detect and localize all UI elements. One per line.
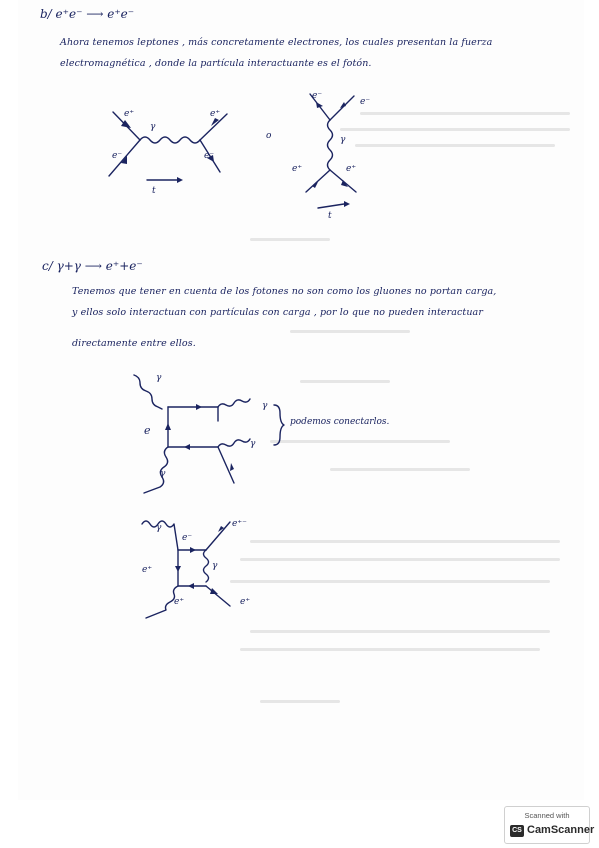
label-ep-top-right: e⁺ [210, 109, 221, 119]
label-time-b2: t [328, 211, 332, 221]
label-em-bottom-right: e⁻ [204, 151, 215, 161]
feynman-diagram-b2 [290, 88, 380, 223]
section-b-line-1: Ahora tenemos leptones , más concretamente electrones, los cuales presentan la fuerza [60, 37, 493, 48]
camscanner-brand: CamScanner [527, 824, 595, 836]
section-b-line-2: electromagnética , donde la partícula interactuante es el fotón. [60, 58, 372, 69]
label-ep-bottom-a: e⁺ [292, 164, 303, 174]
label-gamma-c1-bottom-right: γ [250, 439, 256, 449]
label-ep-top-left: e⁺ [124, 109, 135, 119]
label-e-c1: e [144, 424, 151, 437]
note-connect: podemos conectarlos. [290, 417, 390, 427]
camscanner-badge [504, 806, 595, 844]
label-ep-c2-bottom: e⁺ [174, 597, 185, 607]
label-em-bottom-left: e⁻ [112, 151, 123, 161]
scanned-with-text: Scanned with [524, 811, 570, 820]
camscanner-logo-icon: CS [510, 825, 524, 837]
label-em-c2-top: e⁻ [182, 533, 193, 543]
curly-brace [272, 403, 286, 447]
label-ep-c2-left: e⁺ [142, 565, 153, 575]
label-em-top-a: e⁻ [312, 91, 323, 101]
label-gamma-c2-top-left: γ [156, 523, 162, 533]
label-ep-c2-bottom-right: e⁺ [240, 597, 251, 607]
label-gamma-c1-top-right: γ [262, 401, 268, 411]
section-c-line-3: directamente entre ellos. [72, 338, 196, 349]
label-gamma-b1: γ [150, 122, 156, 132]
label-or: o [266, 131, 272, 141]
label-gamma-c1-bottom-left: γ [160, 469, 166, 479]
label-gamma-b2: γ [340, 135, 346, 145]
section-c-line-1: Tenemos que tener en cuenta de los fotones no son como los gluones no portan carga, [72, 286, 497, 297]
section-b-header: b/ e⁺e⁻ ⟶ e⁺e⁻ [40, 7, 135, 21]
label-gamma-c2-right: γ [212, 561, 218, 571]
label-em-top-b: e⁻ [360, 97, 371, 107]
label-time-b1: t [152, 186, 156, 196]
feynman-diagram-b1 [95, 100, 255, 190]
section-c-line-2: y ellos solo interactuan con partículas con carga , por lo que no pueden interactuar [72, 307, 483, 318]
section-c-header: c/ γ+γ ⟶ e⁺+e⁻ [42, 259, 143, 273]
label-e-c2-top-right: e⁺⁻ [232, 519, 247, 529]
label-ep-bottom-b: e⁺ [346, 164, 357, 174]
label-gamma-c1-top-left: γ [156, 373, 162, 383]
